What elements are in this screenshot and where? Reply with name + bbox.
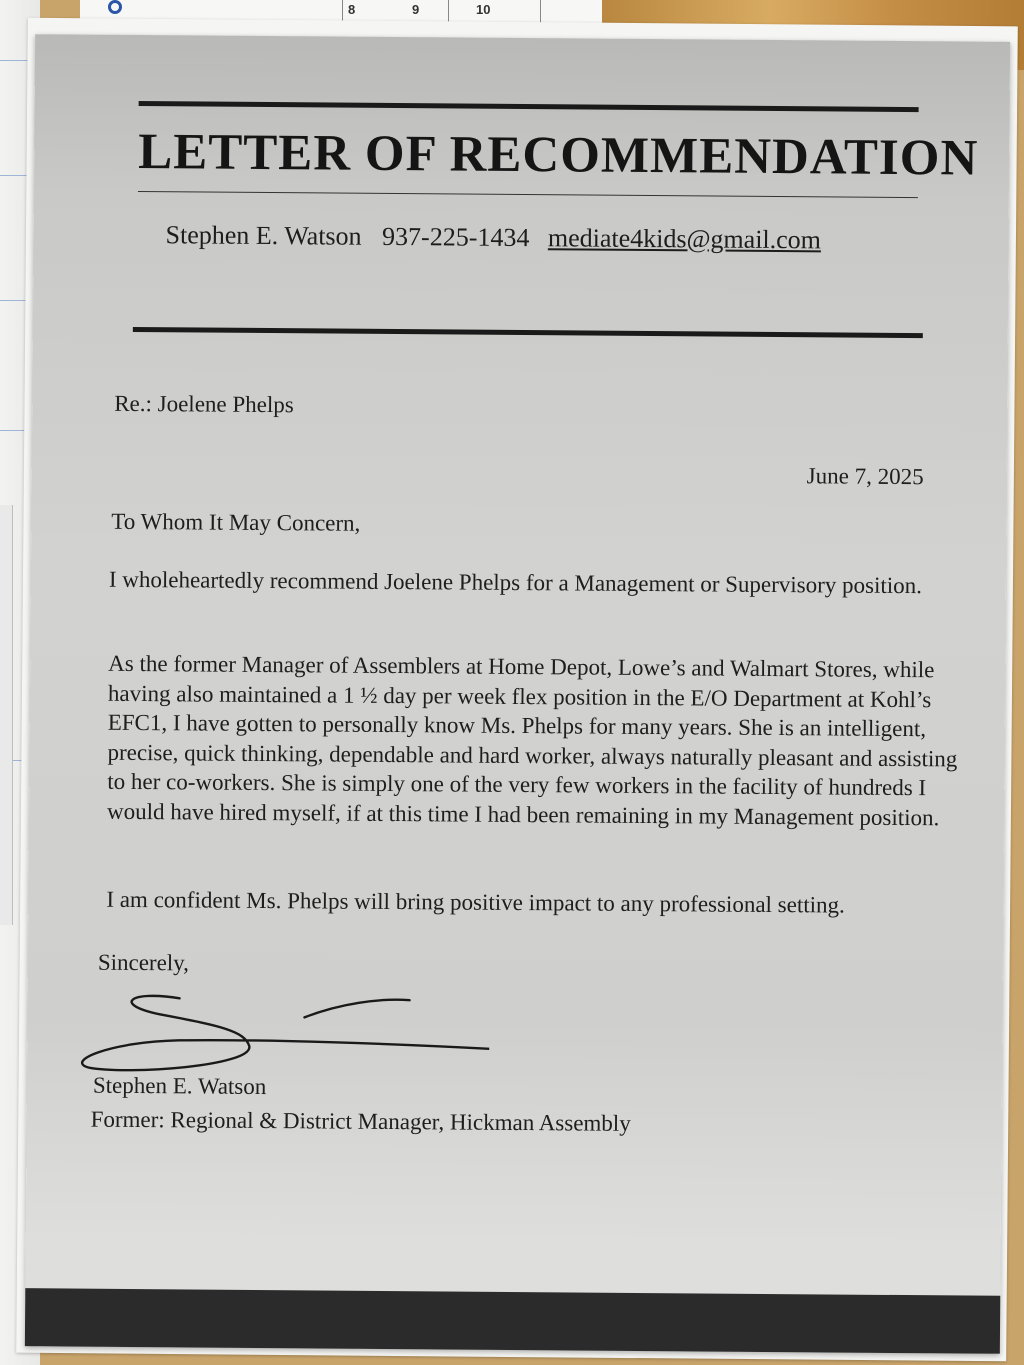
title-bottom-rule [138, 191, 918, 198]
paragraph-experience: As the former Manager of Assemblers at Home Depot, Lowe’s and Walmart Stores, while having also maintained a 1 ½ day per week flex position in the E/O Department at Kohl’s EFC1, I have gotten to personally know Ms. Phelps for many years. She is an intelligent, precise, quick thinking, dependable and hard worker, always naturally pleasant and assisting to her co-workers. She is simply one of the very few workers in the facility of hundreds I would have hired myself, if at this time I had been remaining in my Management position. [106, 650, 958, 830]
paragraph-recommendation: I wholeheartedly recommend Joelene Phelps for a Management or Supervisory position. [108, 566, 923, 599]
paragraph-confidence: I am confident Ms. Phelps will bring positive impact to any professional setting. [106, 886, 845, 918]
contact-line [165, 220, 925, 256]
re-line: Re.: Joelene Phelps [114, 390, 294, 418]
handwritten-signature [69, 979, 490, 1082]
sheet-dark-bottom-band [25, 1288, 1000, 1354]
blue-circle-mark [108, 0, 122, 14]
contact-phone: 937-225-1434 [381, 221, 530, 253]
signer-name: Stephen E. Watson [92, 1072, 267, 1100]
closing: Sincerely, [97, 949, 190, 976]
header-bottom-rule [133, 327, 923, 338]
letter-date: June 7, 2025 [806, 463, 924, 490]
contact-email: mediate4kids@gmail.com [547, 223, 822, 255]
letter-sheet [25, 34, 1010, 1354]
ruler-number: 9 [412, 2, 420, 17]
background-paper-edge [0, 505, 13, 925]
signer-title: Former: Regional & District Manager, Hickman Assembly [90, 1106, 631, 1136]
title-top-rule [139, 101, 919, 112]
ruler-number: 10 [476, 2, 491, 17]
letter-title: LETTER OF RECOMMENDATION [138, 124, 979, 187]
contact-name: Stephen E. Watson [165, 220, 362, 251]
ruler-number: 8 [348, 2, 356, 17]
salutation: To Whom It May Concern, [111, 508, 361, 536]
